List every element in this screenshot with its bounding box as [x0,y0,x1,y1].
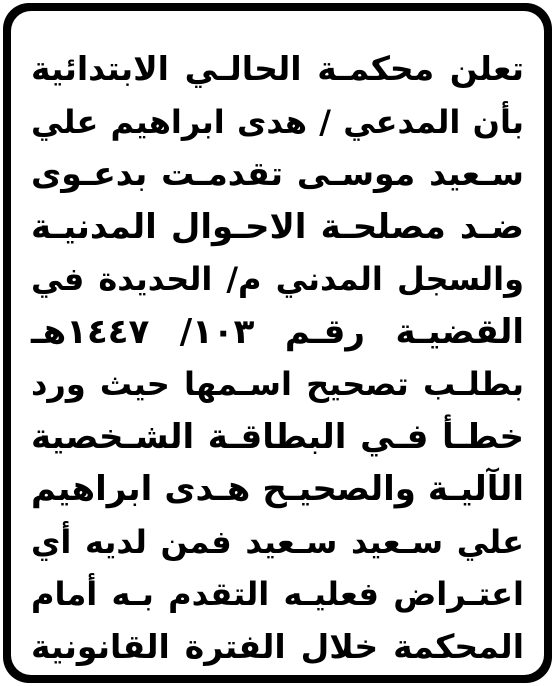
notice-line: بطلـب تصحيح اسـمها حيث ورد [31,365,524,403]
notice-line: خطـأ فـي البطاقـة الشـخصية [31,416,524,457]
notice-panel [11,11,544,675]
notice-line: والسجل المدني م/ الحديدة في [31,260,524,298]
notice-line: علي سـعيد سـعيد فمن لديه أي [31,522,524,561]
notice-line: بأن المدعي / هدى ابراهيم علي [31,102,524,141]
notice-line: الآليـة والصحيـح هـدى ابراهيم [31,469,524,509]
notice-frame [3,3,552,683]
notice-line: تعلن محكمـة الحالـي الابتدائية [31,49,524,88]
notice-body [31,43,524,673]
notice-line: سـعيد موسـى تقدمـت بدعـوى [31,154,524,193]
notice-line: المحكمة خلال الفترة القانونية [31,626,524,666]
notice-line: ضـد مصلحـة الاحـوال المدنيـة [31,206,524,247]
notice-line: اعتـراض فعليـه التقدم بـه أمام [31,575,524,613]
notice-line: القضيـة رقـم ١٠٣/ ١٤٤٧هـ [31,311,524,352]
